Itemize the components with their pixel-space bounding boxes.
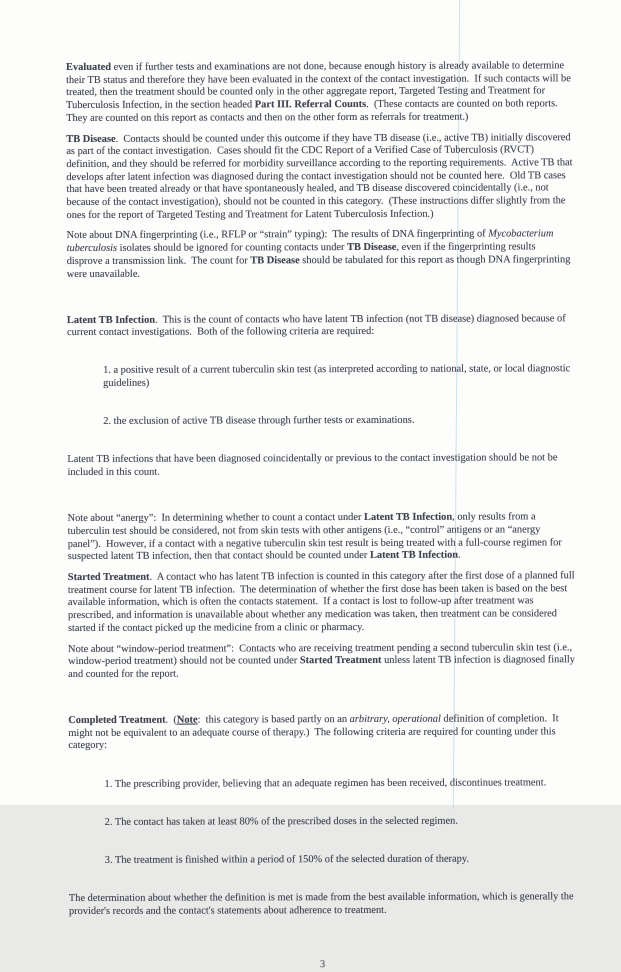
text-run: Note about “anergy”: In determining whether to count a contact under bbox=[67, 512, 365, 525]
paragraph-completed-treatment bbox=[68, 688, 576, 944]
text-run: Part III. Referral Counts bbox=[254, 99, 367, 111]
text-run: . Contacts should be counted under this outcome if they have TB disease (i.e., active TB) initially discovered as part of the contact investigation. Cases should fit the CDC Report of a Verified Case of Tuberculosis (RVCT) definition, and they should be referred for morbidity surveillance according to the reporting requirements. Active TB that develops after latent infection was diagnosed during the contact investigation should not be counted here. Old TB cases that have been treated already or that have spontaneously healed, and TB disease discovered coincidentally (i.e., not because of the contact investigation), should not be counted in this category. (These instructions differ slightly from the ones for the report of Targeted Testing and Treatment for Latent Tuberculosis Infection.) bbox=[66, 131, 576, 221]
paragraph-latent-intro bbox=[67, 313, 574, 340]
page-number: 3 bbox=[320, 958, 326, 970]
text-run: Started Treatment bbox=[299, 655, 382, 667]
text-run: . This is the count of contacts who have latent TB infection (not TB disease) diagnosed because of current contact investigations. Both of the following criteria are required: bbox=[66, 312, 569, 339]
list-item: 1. a positive result of a current tuberculin skin test (as interpreted according to national, state, or local diagnostic guidelines) bbox=[103, 363, 573, 390]
text-run: TB Disease bbox=[66, 133, 116, 145]
text-run: definition of completion. It might not be equivalent to an adequate course of therapy.) The following criteria are required for counting under this category: bbox=[68, 713, 562, 752]
page-content bbox=[66, 60, 576, 972]
text-run: . ( bbox=[165, 714, 177, 726]
text-run: arbitrary, operational bbox=[349, 713, 441, 726]
text-run: even if further tests and examinations are not done, because enough history is already available to determine their TB status and therefore they have been evaluated in the context of the contact investigation. If such contacts will be treated, then the treatment should be counted only in the other aggregate report, Targeted Testing and Treatment for Tuberculosis Infection, in the section headed bbox=[66, 60, 574, 112]
text-run: Evaluated bbox=[66, 61, 112, 73]
text-run: isolates should be ignored for counting contacts under bbox=[117, 242, 348, 254]
text-run: TB Disease bbox=[347, 241, 397, 254]
text-run: . A contact who has latent TB infection is counted in this category after the first dose of a planned full treatment course for latent TB infection. The determination of whether the first dose has been taken is based on the best available information, which is often the contacts statement. If a contact is lost to follow-up after treatment was prescribed, and information is unavailable about whether any medication was taken, then treatment can be considered started if the contact picked up the medicine from a clinic or pharmacy. bbox=[67, 570, 578, 634]
text-run: Note about “window-period treatment”: Contacts who are receiving treatment pending a second tuberculin skin test (i.e., window-period treatment) should not be counted under bbox=[68, 641, 575, 668]
text-run: . bbox=[458, 549, 461, 561]
paragraph-evaluated bbox=[66, 60, 573, 125]
paragraph-window-note bbox=[68, 641, 578, 682]
paragraph-completed-intro bbox=[68, 713, 575, 753]
text-run: Latent TB Infection bbox=[363, 511, 453, 524]
list-item: 3. The treatment is finished within a period of 150% of the selected duration of therapy. bbox=[104, 853, 469, 866]
text-run: Latent TB Infection bbox=[369, 549, 459, 562]
paragraph-tb-disease bbox=[66, 131, 576, 223]
text-run: Latent TB Infection bbox=[66, 314, 156, 326]
list-item: 2. the exclusion of active TB disease through further tests or examinations. bbox=[103, 415, 415, 428]
text-run: Started Treatment bbox=[67, 571, 150, 584]
text-run: Note bbox=[176, 714, 198, 726]
text-run: should be tabulated for this report as though DNA fingerprinting were unavailable. bbox=[66, 254, 574, 280]
text-run: Mycobacterium tuberculosis bbox=[66, 228, 557, 255]
text-run: . (These contacts are counted on both reports. They are counted on this report as contacts and then on the other form as referrals for treatment.) bbox=[66, 98, 563, 124]
text-run: : this category is based partly on an bbox=[197, 714, 350, 726]
paragraph-anergy-note bbox=[68, 511, 575, 564]
paragraph-latent-continuation: Latent TB infections that have been diagnosed coincidentally or previous to the contact investigation should be not be included in this count. bbox=[67, 452, 561, 479]
paragraph-dna-note bbox=[67, 229, 574, 282]
text-run: , even if the fingerprinting results disprove a transmission link. The count for bbox=[66, 241, 539, 267]
text-run: Completed Treatment bbox=[68, 714, 166, 727]
paragraph-latent-tb-infection bbox=[67, 287, 575, 505]
text-run: TB Disease bbox=[250, 255, 300, 267]
list-item: 2. The contact has taken at least 80% of the prescribed doses in the selected regimen. bbox=[104, 815, 458, 828]
text-run: Note about DNA fingerprinting (i.e., RFLP or “strain” typing): The results of DNA fingerprinting of bbox=[66, 228, 489, 242]
text-run: unless latent TB infection is diagnosed finally and counted for the report. bbox=[68, 654, 578, 680]
list-item: 1. The prescribing provider, believing that an adequate regimen has been received, discontinues treatment. bbox=[104, 776, 547, 790]
paragraph-started-treatment bbox=[67, 570, 578, 635]
text-run: , only results from a tuberculin test should be considered, not from skin tests with other antigens (i.e., “control” antigens or an “anergy panel”). However, if a contact with a negative tuberculin skin test result is being treated with a full-course regimen for suspected latent TB infection, then that contact should be counted under bbox=[67, 511, 565, 563]
paragraph-completed-continuation: The determination about whether the definition is met is made from the best available information, which is generally the provider's records and the contact's statements about adherence to treatment. bbox=[68, 891, 577, 917]
